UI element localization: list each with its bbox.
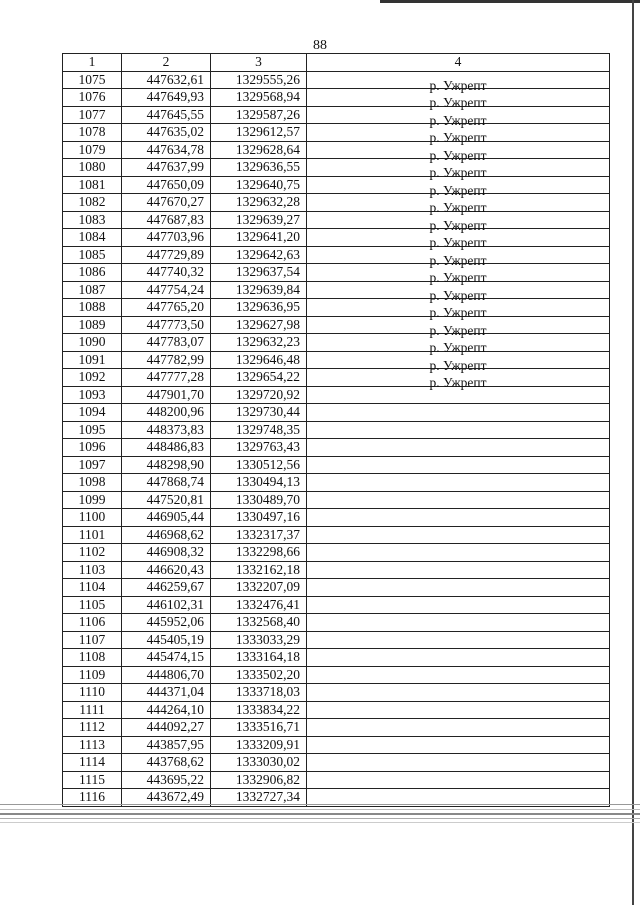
point-number-cell: 1109 [63,666,122,684]
table-row [63,71,610,89]
scan-border-top [380,0,640,3]
point-number-cell: 1082 [63,194,122,212]
x-coordinate-cell: 447687,83 [122,211,211,229]
point-number-cell: 1081 [63,176,122,194]
y-coordinate-cell: 1330512,56 [211,456,307,474]
y-coordinate-cell: 1332727,34 [211,789,307,807]
table-row [63,684,610,702]
table-row [63,229,610,247]
y-coordinate-cell: 1329642,63 [211,246,307,264]
column-header-1: 1 [63,54,122,72]
table-row [63,421,610,439]
point-number-cell: 1097 [63,456,122,474]
x-coordinate-cell: 447650,09 [122,176,211,194]
table-row [63,736,610,754]
y-coordinate-cell: 1333834,22 [211,701,307,719]
point-number-cell: 1085 [63,246,122,264]
y-coordinate-cell: 1332162,18 [211,561,307,579]
y-coordinate-cell: 1332476,41 [211,596,307,614]
x-coordinate-cell: 444264,10 [122,701,211,719]
point-number-cell: 1100 [63,509,122,527]
point-number-cell: 1108 [63,649,122,667]
y-coordinate-cell: 1329555,26 [211,71,307,89]
table-row [63,456,610,474]
point-number-cell: 1114 [63,754,122,772]
y-coordinate-cell: 1329748,35 [211,421,307,439]
x-coordinate-cell: 448298,90 [122,456,211,474]
y-coordinate-cell: 1329636,95 [211,299,307,317]
point-number-cell: 1079 [63,141,122,159]
point-number-cell: 1086 [63,264,122,282]
table-row [63,281,610,299]
note-text: р. Ужрепт [429,235,487,251]
note-cell [307,544,610,562]
x-coordinate-cell: 443857,95 [122,736,211,754]
column-header-4: 4 [307,54,610,72]
note-cell [307,526,610,544]
table-row [63,614,610,632]
note-text: р. Ужрепт [429,77,487,93]
y-coordinate-cell: 1330489,70 [211,491,307,509]
note-cell [307,701,610,719]
table-header-row [63,54,610,72]
y-coordinate-cell: 1332317,37 [211,526,307,544]
note-text: р. Ужрепт [429,322,487,338]
note-cell [307,421,610,439]
note-cell [307,596,610,614]
point-number-cell: 1099 [63,491,122,509]
note-cell [307,666,610,684]
y-coordinate-cell: 1332207,09 [211,579,307,597]
table-row [63,141,610,159]
point-number-cell: 1084 [63,229,122,247]
page-number: 88 [313,38,327,53]
note-cell [307,754,610,772]
table-row [63,89,610,107]
x-coordinate-cell: 447729,89 [122,246,211,264]
y-coordinate-cell: 1329636,55 [211,159,307,177]
point-number-cell: 1112 [63,719,122,737]
x-coordinate-cell: 445952,06 [122,614,211,632]
table-row [63,701,610,719]
table-row [63,106,610,124]
table-row [63,649,610,667]
table-row [63,404,610,422]
point-number-cell: 1107 [63,631,122,649]
note-cell [307,491,610,509]
note-text: р. Ужрепт [429,182,487,198]
y-coordinate-cell: 1329632,23 [211,334,307,352]
table-row [63,491,610,509]
note-text: р. Ужрепт [429,165,487,181]
x-coordinate-cell: 446968,62 [122,526,211,544]
note-cell [307,456,610,474]
x-coordinate-cell: 445405,19 [122,631,211,649]
note-cell [307,579,610,597]
point-number-cell: 1091 [63,351,122,369]
y-coordinate-cell: 1332568,40 [211,614,307,632]
point-number-cell: 1113 [63,736,122,754]
note-cell [307,614,610,632]
x-coordinate-cell: 443768,62 [122,754,211,772]
note-text: р. Ужрепт [429,305,487,321]
y-coordinate-cell: 1329568,94 [211,89,307,107]
note-text: р. Ужрепт [429,375,487,391]
point-number-cell: 1096 [63,439,122,457]
note-text: р. Ужрепт [429,147,487,163]
table-row [63,666,610,684]
table-row [63,159,610,177]
x-coordinate-cell: 447754,24 [122,281,211,299]
x-coordinate-cell: 444806,70 [122,666,211,684]
point-number-cell: 1095 [63,421,122,439]
y-coordinate-cell: 1329646,48 [211,351,307,369]
x-coordinate-cell: 448486,83 [122,439,211,457]
table-row [63,561,610,579]
point-number-cell: 1094 [63,404,122,422]
table-row [63,351,610,369]
point-number-cell: 1102 [63,544,122,562]
point-number-cell: 1089 [63,316,122,334]
point-number-cell: 1103 [63,561,122,579]
table-row [63,579,610,597]
y-coordinate-cell: 1329641,20 [211,229,307,247]
x-coordinate-cell: 447670,27 [122,194,211,212]
point-number-cell: 1104 [63,579,122,597]
table-row [63,334,610,352]
x-coordinate-cell: 447645,55 [122,106,211,124]
table-row [63,526,610,544]
x-coordinate-cell: 448200,96 [122,404,211,422]
note-text: р. Ужрепт [429,217,487,233]
note-cell [307,509,610,527]
note-cell [307,649,610,667]
x-coordinate-cell: 447703,96 [122,229,211,247]
x-coordinate-cell: 444371,04 [122,684,211,702]
x-coordinate-cell: 447635,02 [122,124,211,142]
y-coordinate-cell: 1329654,22 [211,369,307,387]
x-coordinate-cell: 447632,61 [122,71,211,89]
note-text: р. Ужрепт [429,95,487,111]
x-coordinate-cell: 447520,81 [122,491,211,509]
point-number-cell: 1116 [63,789,122,807]
table-row [63,771,610,789]
y-coordinate-cell: 1333516,71 [211,719,307,737]
point-number-cell: 1087 [63,281,122,299]
x-coordinate-cell: 447901,70 [122,386,211,404]
column-header-3: 3 [211,54,307,72]
point-number-cell: 1075 [63,71,122,89]
table-row [63,299,610,317]
x-coordinate-cell: 443695,22 [122,771,211,789]
note-text: р. Ужрепт [429,130,487,146]
y-coordinate-cell: 1329763,43 [211,439,307,457]
note-cell [307,474,610,492]
column-header-2: 2 [122,54,211,72]
x-coordinate-cell: 448373,83 [122,421,211,439]
y-coordinate-cell: 1329637,54 [211,264,307,282]
table-body [63,71,610,806]
table-row [63,719,610,737]
x-coordinate-cell: 447868,74 [122,474,211,492]
y-coordinate-cell: 1329612,57 [211,124,307,142]
point-number-cell: 1077 [63,106,122,124]
x-coordinate-cell: 447783,07 [122,334,211,352]
x-coordinate-cell: 446620,43 [122,561,211,579]
x-coordinate-cell: 444092,27 [122,719,211,737]
x-coordinate-cell: 447637,99 [122,159,211,177]
y-coordinate-cell: 1329628,64 [211,141,307,159]
x-coordinate-cell: 447765,20 [122,299,211,317]
x-coordinate-cell: 446905,44 [122,509,211,527]
point-number-cell: 1088 [63,299,122,317]
table-row [63,176,610,194]
x-coordinate-cell: 446102,31 [122,596,211,614]
y-coordinate-cell: 1333502,20 [211,666,307,684]
y-coordinate-cell: 1333718,03 [211,684,307,702]
table-row [63,596,610,614]
point-number-cell: 1111 [63,701,122,719]
scan-artifact [0,800,640,828]
point-number-cell: 1101 [63,526,122,544]
table-row [63,124,610,142]
table-row [63,316,610,334]
x-coordinate-cell: 447782,99 [122,351,211,369]
y-coordinate-cell: 1333030,02 [211,754,307,772]
x-coordinate-cell: 443672,49 [122,789,211,807]
note-cell [307,719,610,737]
scan-border-right [632,0,634,905]
y-coordinate-cell: 1329639,84 [211,281,307,299]
point-number-cell: 1115 [63,771,122,789]
table-row [63,386,610,404]
note-cell [307,771,610,789]
point-number-cell: 1092 [63,369,122,387]
point-number-cell: 1110 [63,684,122,702]
y-coordinate-cell: 1329639,27 [211,211,307,229]
table-row [63,246,610,264]
note-text: р. Ужрепт [429,200,487,216]
note-cell [307,736,610,754]
note-text: р. Ужрепт [429,252,487,268]
y-coordinate-cell: 1330497,16 [211,509,307,527]
y-coordinate-cell: 1329587,26 [211,106,307,124]
point-number-cell: 1078 [63,124,122,142]
y-coordinate-cell: 1329730,44 [211,404,307,422]
x-coordinate-cell: 447740,32 [122,264,211,282]
note-cell [307,631,610,649]
point-number-cell: 1106 [63,614,122,632]
point-number-cell: 1076 [63,89,122,107]
point-number-cell: 1093 [63,386,122,404]
y-coordinate-cell: 1333164,18 [211,649,307,667]
x-coordinate-cell: 447777,28 [122,369,211,387]
point-number-cell: 1080 [63,159,122,177]
table-row [63,211,610,229]
table-row [63,194,610,212]
y-coordinate-cell: 1332298,66 [211,544,307,562]
table-row [63,631,610,649]
note-cell [307,684,610,702]
note-text: р. Ужрепт [429,112,487,128]
y-coordinate-cell: 1329720,92 [211,386,307,404]
note-cell [307,404,610,422]
point-number-cell: 1090 [63,334,122,352]
x-coordinate-cell: 446259,67 [122,579,211,597]
y-coordinate-cell: 1333033,29 [211,631,307,649]
y-coordinate-cell: 1329627,98 [211,316,307,334]
table-row [63,509,610,527]
table-row [63,474,610,492]
y-coordinate-cell: 1333209,91 [211,736,307,754]
table-row [63,264,610,282]
note-text: р. Ужрепт [429,270,487,286]
point-number-cell: 1105 [63,596,122,614]
note-text: р. Ужрепт [429,357,487,373]
x-coordinate-cell: 445474,15 [122,649,211,667]
coordinates-table [62,53,610,807]
table-row [63,544,610,562]
table-row [63,754,610,772]
y-coordinate-cell: 1329640,75 [211,176,307,194]
note-text: р. Ужрепт [429,340,487,356]
x-coordinate-cell: 447649,93 [122,89,211,107]
x-coordinate-cell: 446908,32 [122,544,211,562]
x-coordinate-cell: 447773,50 [122,316,211,334]
table-row [63,369,610,387]
y-coordinate-cell: 1330494,13 [211,474,307,492]
x-coordinate-cell: 447634,78 [122,141,211,159]
note-cell [307,439,610,457]
note-cell [307,561,610,579]
y-coordinate-cell: 1332906,82 [211,771,307,789]
table-row [63,439,610,457]
note-text: р. Ужрепт [429,287,487,303]
point-number-cell: 1083 [63,211,122,229]
note-cell [307,71,610,93]
point-number-cell: 1098 [63,474,122,492]
y-coordinate-cell: 1329632,28 [211,194,307,212]
